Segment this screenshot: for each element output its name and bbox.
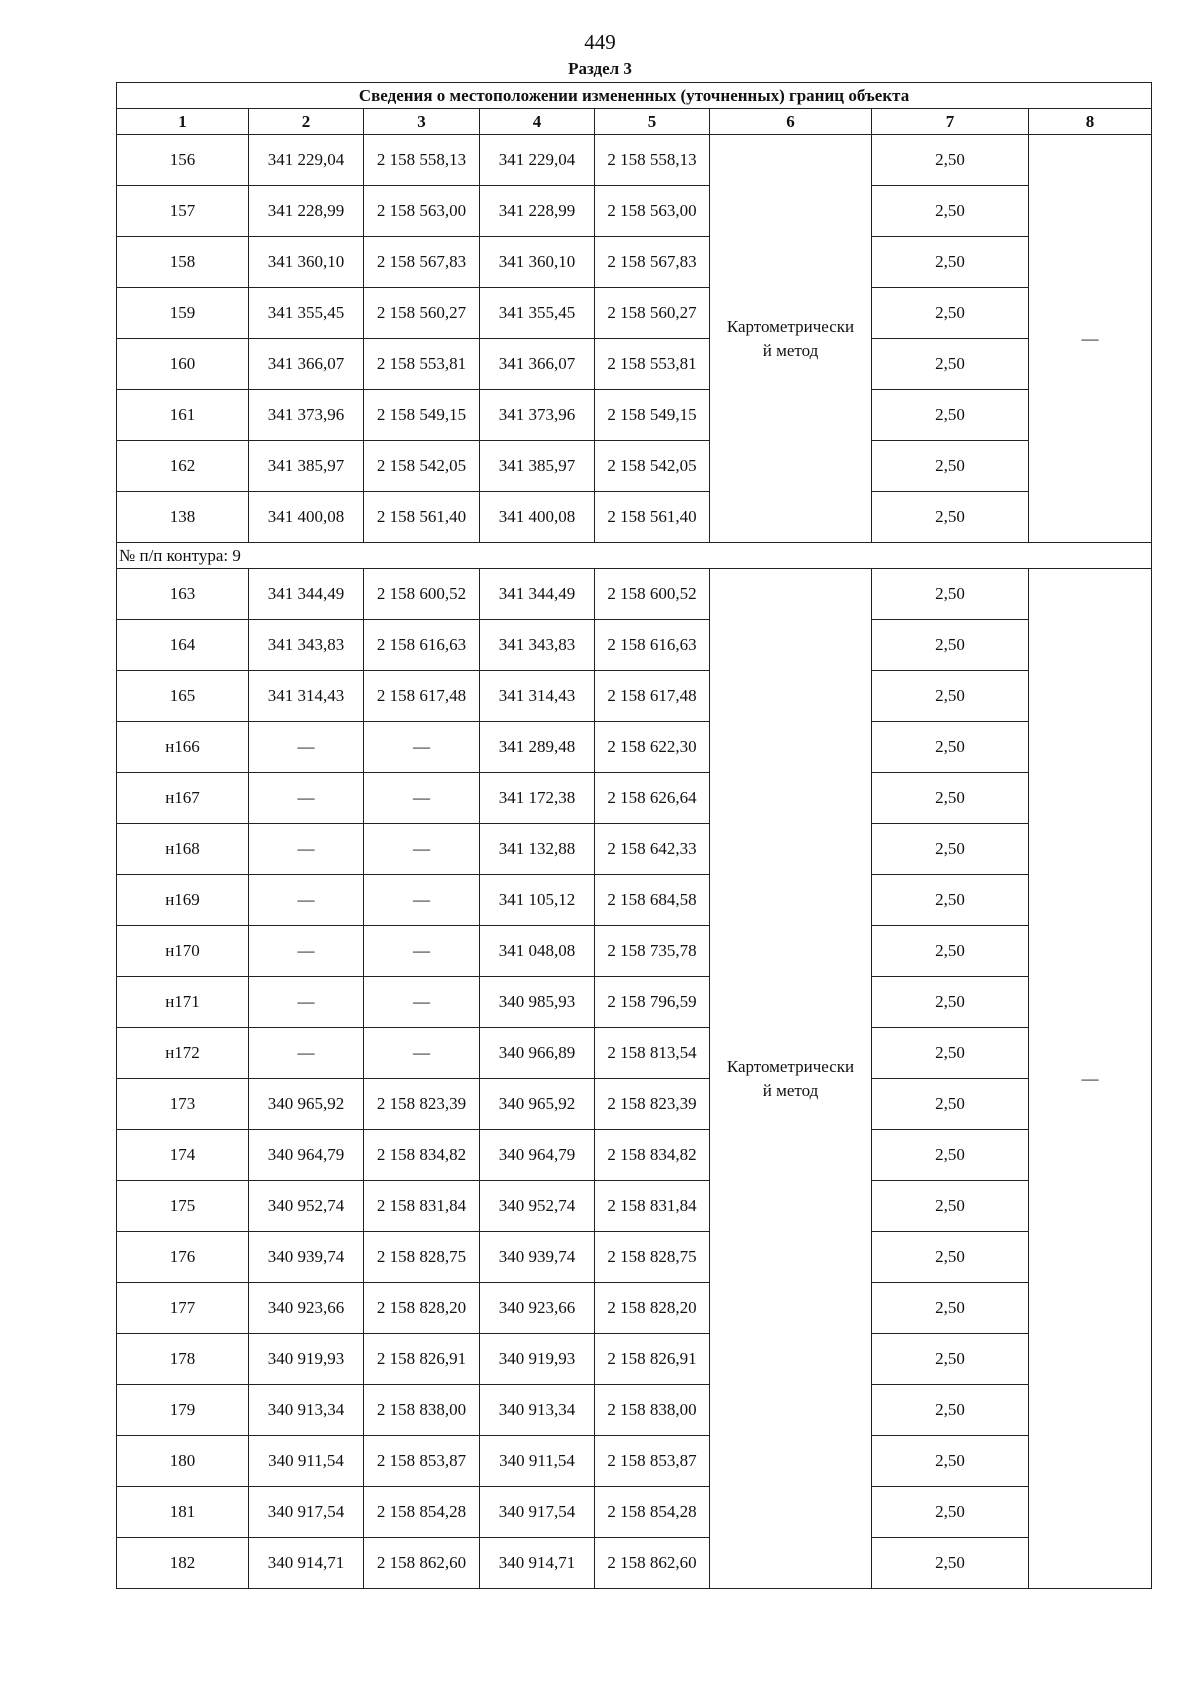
new-y-cell: 2 158 558,13 [595, 135, 710, 186]
existing-y-cell: 2 158 567,83 [364, 237, 480, 288]
accuracy-cell: 2,50 [872, 569, 1029, 620]
new-x-cell: 341 373,96 [480, 390, 595, 441]
new-x-cell: 341 132,88 [480, 824, 595, 875]
table-row [117, 569, 1152, 620]
column-8-cell: — [1029, 135, 1152, 543]
accuracy-cell: 2,50 [872, 288, 1029, 339]
new-x-cell: 340 913,34 [480, 1385, 595, 1436]
table-row [117, 1028, 1152, 1079]
existing-x-cell: 341 355,45 [249, 288, 364, 339]
method-cell [710, 569, 872, 1589]
new-y-cell: 2 158 828,75 [595, 1232, 710, 1283]
accuracy-cell: 2,50 [872, 1487, 1029, 1538]
new-y-cell: 2 158 684,58 [595, 875, 710, 926]
existing-y-cell: 2 158 617,48 [364, 671, 480, 722]
new-x-cell: 340 917,54 [480, 1487, 595, 1538]
existing-y-cell: 2 158 823,39 [364, 1079, 480, 1130]
accuracy-cell: 2,50 [872, 620, 1029, 671]
existing-x-cell: — [249, 824, 364, 875]
table-row [117, 824, 1152, 875]
table-row [117, 1538, 1152, 1589]
accuracy-cell: 2,50 [872, 1079, 1029, 1130]
new-x-cell: 340 914,71 [480, 1538, 595, 1589]
accuracy-cell: 2,50 [872, 1028, 1029, 1079]
existing-y-cell: 2 158 831,84 [364, 1181, 480, 1232]
table-row [117, 237, 1152, 288]
table-row [117, 773, 1152, 824]
new-y-cell: 2 158 735,78 [595, 926, 710, 977]
new-x-cell: 341 400,08 [480, 492, 595, 543]
table-row [117, 1130, 1152, 1181]
new-x-cell: 340 939,74 [480, 1232, 595, 1283]
point-number-cell: 138 [117, 492, 249, 543]
point-number-cell: 156 [117, 135, 249, 186]
point-number-cell: н167 [117, 773, 249, 824]
table-row [117, 186, 1152, 237]
existing-x-cell: 341 228,99 [249, 186, 364, 237]
section-title: Раздел 3 [568, 59, 632, 78]
table-row [117, 390, 1152, 441]
accuracy-cell: 2,50 [872, 773, 1029, 824]
point-number-cell: н170 [117, 926, 249, 977]
point-number-cell: 165 [117, 671, 249, 722]
column-number: 6 [710, 109, 872, 135]
new-y-cell: 2 158 626,64 [595, 773, 710, 824]
existing-y-cell: 2 158 563,00 [364, 186, 480, 237]
accuracy-cell: 2,50 [872, 875, 1029, 926]
existing-x-cell: — [249, 875, 364, 926]
existing-y-cell: 2 158 834,82 [364, 1130, 480, 1181]
new-y-cell: 2 158 826,91 [595, 1334, 710, 1385]
new-y-cell: 2 158 561,40 [595, 492, 710, 543]
table-row [117, 1283, 1152, 1334]
contour-label: № п/п контура: 9 [117, 543, 1152, 569]
table-row [117, 620, 1152, 671]
point-number-cell: 178 [117, 1334, 249, 1385]
new-y-cell: 2 158 553,81 [595, 339, 710, 390]
accuracy-cell: 2,50 [872, 186, 1029, 237]
table-row [117, 288, 1152, 339]
point-number-cell: 161 [117, 390, 249, 441]
existing-x-cell: 340 965,92 [249, 1079, 364, 1130]
boundary-table [116, 82, 1152, 1589]
contour-row [117, 543, 1152, 569]
new-y-cell: 2 158 563,00 [595, 186, 710, 237]
existing-x-cell: — [249, 773, 364, 824]
existing-y-cell: — [364, 773, 480, 824]
existing-y-cell: — [364, 875, 480, 926]
existing-y-cell: — [364, 824, 480, 875]
point-number-cell: 160 [117, 339, 249, 390]
new-x-cell: 340 964,79 [480, 1130, 595, 1181]
existing-y-cell: 2 158 828,75 [364, 1232, 480, 1283]
existing-y-cell: 2 158 826,91 [364, 1334, 480, 1385]
new-y-cell: 2 158 854,28 [595, 1487, 710, 1538]
column-number: 2 [249, 109, 364, 135]
point-number-cell: н171 [117, 977, 249, 1028]
existing-y-cell: 2 158 616,63 [364, 620, 480, 671]
existing-x-cell: 341 366,07 [249, 339, 364, 390]
point-number-cell: 159 [117, 288, 249, 339]
point-number-cell: 162 [117, 441, 249, 492]
method-cell [710, 135, 872, 543]
new-x-cell: 341 385,97 [480, 441, 595, 492]
new-x-cell: 341 172,38 [480, 773, 595, 824]
point-number-cell: 158 [117, 237, 249, 288]
accuracy-cell: 2,50 [872, 671, 1029, 722]
new-x-cell: 340 923,66 [480, 1283, 595, 1334]
table-row [117, 671, 1152, 722]
method-line: й метод [762, 1080, 819, 1100]
new-x-cell: 341 289,48 [480, 722, 595, 773]
point-number-cell: 180 [117, 1436, 249, 1487]
accuracy-cell: 2,50 [872, 1538, 1029, 1589]
new-y-cell: 2 158 862,60 [595, 1538, 710, 1589]
existing-x-cell: 341 314,43 [249, 671, 364, 722]
accuracy-cell: 2,50 [872, 1130, 1029, 1181]
new-x-cell: 341 344,49 [480, 569, 595, 620]
existing-x-cell: 341 343,83 [249, 620, 364, 671]
new-y-cell: 2 158 617,48 [595, 671, 710, 722]
existing-x-cell: 340 911,54 [249, 1436, 364, 1487]
existing-y-cell: 2 158 558,13 [364, 135, 480, 186]
new-x-cell: 340 952,74 [480, 1181, 595, 1232]
new-y-cell: 2 158 838,00 [595, 1385, 710, 1436]
table-row [117, 722, 1152, 773]
existing-x-cell: 340 917,54 [249, 1487, 364, 1538]
new-y-cell: 2 158 616,63 [595, 620, 710, 671]
accuracy-cell: 2,50 [872, 492, 1029, 543]
table-title-row [117, 83, 1152, 109]
table-row [117, 492, 1152, 543]
accuracy-cell: 2,50 [872, 237, 1029, 288]
existing-x-cell: 341 373,96 [249, 390, 364, 441]
new-y-cell: 2 158 542,05 [595, 441, 710, 492]
accuracy-cell: 2,50 [872, 1334, 1029, 1385]
accuracy-cell: 2,50 [872, 390, 1029, 441]
existing-y-cell: 2 158 549,15 [364, 390, 480, 441]
new-y-cell: 2 158 642,33 [595, 824, 710, 875]
new-y-cell: 2 158 834,82 [595, 1130, 710, 1181]
point-number-cell: 175 [117, 1181, 249, 1232]
point-number-cell: 163 [117, 569, 249, 620]
new-x-cell: 340 911,54 [480, 1436, 595, 1487]
page-number: 449 [584, 30, 616, 54]
table-row [117, 339, 1152, 390]
table-row [117, 1181, 1152, 1232]
new-x-cell: 340 965,92 [480, 1079, 595, 1130]
table-row [117, 977, 1152, 1028]
existing-x-cell: 340 914,71 [249, 1538, 364, 1589]
existing-y-cell: — [364, 722, 480, 773]
existing-y-cell: 2 158 561,40 [364, 492, 480, 543]
existing-x-cell: 341 229,04 [249, 135, 364, 186]
existing-x-cell: 340 923,66 [249, 1283, 364, 1334]
new-y-cell: 2 158 549,15 [595, 390, 710, 441]
accuracy-cell: 2,50 [872, 977, 1029, 1028]
column-number: 1 [117, 109, 249, 135]
table-row [117, 441, 1152, 492]
new-x-cell: 340 966,89 [480, 1028, 595, 1079]
accuracy-cell: 2,50 [872, 722, 1029, 773]
existing-x-cell: — [249, 1028, 364, 1079]
table-title: Сведения о местоположении измененных (уточненных) границ объекта [117, 83, 1152, 109]
new-y-cell: 2 158 813,54 [595, 1028, 710, 1079]
accuracy-cell: 2,50 [872, 339, 1029, 390]
table-row [117, 1487, 1152, 1538]
accuracy-cell: 2,50 [872, 1232, 1029, 1283]
new-x-cell: 341 229,04 [480, 135, 595, 186]
point-number-cell: 164 [117, 620, 249, 671]
new-x-cell: 341 343,83 [480, 620, 595, 671]
existing-y-cell: — [364, 1028, 480, 1079]
accuracy-cell: 2,50 [872, 824, 1029, 875]
new-x-cell: 340 985,93 [480, 977, 595, 1028]
existing-y-cell: 2 158 553,81 [364, 339, 480, 390]
table-body [117, 83, 1152, 1589]
existing-y-cell: 2 158 854,28 [364, 1487, 480, 1538]
new-y-cell: 2 158 600,52 [595, 569, 710, 620]
column-number: 8 [1029, 109, 1152, 135]
table-row [117, 1385, 1152, 1436]
existing-x-cell: 340 913,34 [249, 1385, 364, 1436]
new-y-cell: 2 158 796,59 [595, 977, 710, 1028]
column-number: 3 [364, 109, 480, 135]
existing-x-cell: — [249, 977, 364, 1028]
point-number-cell: 182 [117, 1538, 249, 1589]
point-number-cell: 177 [117, 1283, 249, 1334]
existing-x-cell: — [249, 722, 364, 773]
point-number-cell: 181 [117, 1487, 249, 1538]
point-number-cell: 179 [117, 1385, 249, 1436]
new-x-cell: 341 355,45 [480, 288, 595, 339]
table-row [117, 1334, 1152, 1385]
point-number-cell: 176 [117, 1232, 249, 1283]
accuracy-cell: 2,50 [872, 135, 1029, 186]
column-number: 4 [480, 109, 595, 135]
point-number-cell: 173 [117, 1079, 249, 1130]
table-row [117, 1436, 1152, 1487]
point-number-cell: н169 [117, 875, 249, 926]
table-row [117, 1079, 1152, 1130]
point-number-cell: 157 [117, 186, 249, 237]
existing-x-cell: 341 385,97 [249, 441, 364, 492]
existing-y-cell: 2 158 560,27 [364, 288, 480, 339]
new-y-cell: 2 158 560,27 [595, 288, 710, 339]
new-x-cell: 341 105,12 [480, 875, 595, 926]
existing-y-cell: 2 158 838,00 [364, 1385, 480, 1436]
column-number: 5 [595, 109, 710, 135]
accuracy-cell: 2,50 [872, 441, 1029, 492]
existing-y-cell: — [364, 926, 480, 977]
point-number-cell: 174 [117, 1130, 249, 1181]
new-x-cell: 341 228,99 [480, 186, 595, 237]
new-y-cell: 2 158 828,20 [595, 1283, 710, 1334]
new-x-cell: 341 314,43 [480, 671, 595, 722]
existing-x-cell: 340 939,74 [249, 1232, 364, 1283]
existing-y-cell: — [364, 977, 480, 1028]
existing-x-cell: 340 952,74 [249, 1181, 364, 1232]
point-number-cell: н172 [117, 1028, 249, 1079]
accuracy-cell: 2,50 [872, 1385, 1029, 1436]
accuracy-cell: 2,50 [872, 1283, 1029, 1334]
method-line: й метод [762, 340, 819, 360]
new-x-cell: 341 360,10 [480, 237, 595, 288]
existing-y-cell: 2 158 828,20 [364, 1283, 480, 1334]
existing-y-cell: 2 158 862,60 [364, 1538, 480, 1589]
existing-x-cell: 341 360,10 [249, 237, 364, 288]
column-number: 7 [872, 109, 1029, 135]
existing-y-cell: 2 158 600,52 [364, 569, 480, 620]
existing-x-cell: 341 400,08 [249, 492, 364, 543]
method-line: Картометрически [726, 316, 855, 336]
accuracy-cell: 2,50 [872, 926, 1029, 977]
existing-x-cell: 341 344,49 [249, 569, 364, 620]
table-row [117, 135, 1152, 186]
column-number-row [117, 109, 1152, 135]
accuracy-cell: 2,50 [872, 1181, 1029, 1232]
new-y-cell: 2 158 823,39 [595, 1079, 710, 1130]
accuracy-cell: 2,50 [872, 1436, 1029, 1487]
new-y-cell: 2 158 622,30 [595, 722, 710, 773]
table-row [117, 926, 1152, 977]
method-line: Картометрически [726, 1056, 855, 1076]
existing-x-cell: 340 919,93 [249, 1334, 364, 1385]
column-8-cell: — [1029, 569, 1152, 1589]
new-x-cell: 341 048,08 [480, 926, 595, 977]
existing-x-cell: — [249, 926, 364, 977]
new-x-cell: 340 919,93 [480, 1334, 595, 1385]
new-y-cell: 2 158 831,84 [595, 1181, 710, 1232]
existing-y-cell: 2 158 542,05 [364, 441, 480, 492]
existing-x-cell: 340 964,79 [249, 1130, 364, 1181]
table-row [117, 1232, 1152, 1283]
point-number-cell: н166 [117, 722, 249, 773]
existing-y-cell: 2 158 853,87 [364, 1436, 480, 1487]
table-row [117, 875, 1152, 926]
new-y-cell: 2 158 567,83 [595, 237, 710, 288]
point-number-cell: н168 [117, 824, 249, 875]
new-x-cell: 341 366,07 [480, 339, 595, 390]
new-y-cell: 2 158 853,87 [595, 1436, 710, 1487]
